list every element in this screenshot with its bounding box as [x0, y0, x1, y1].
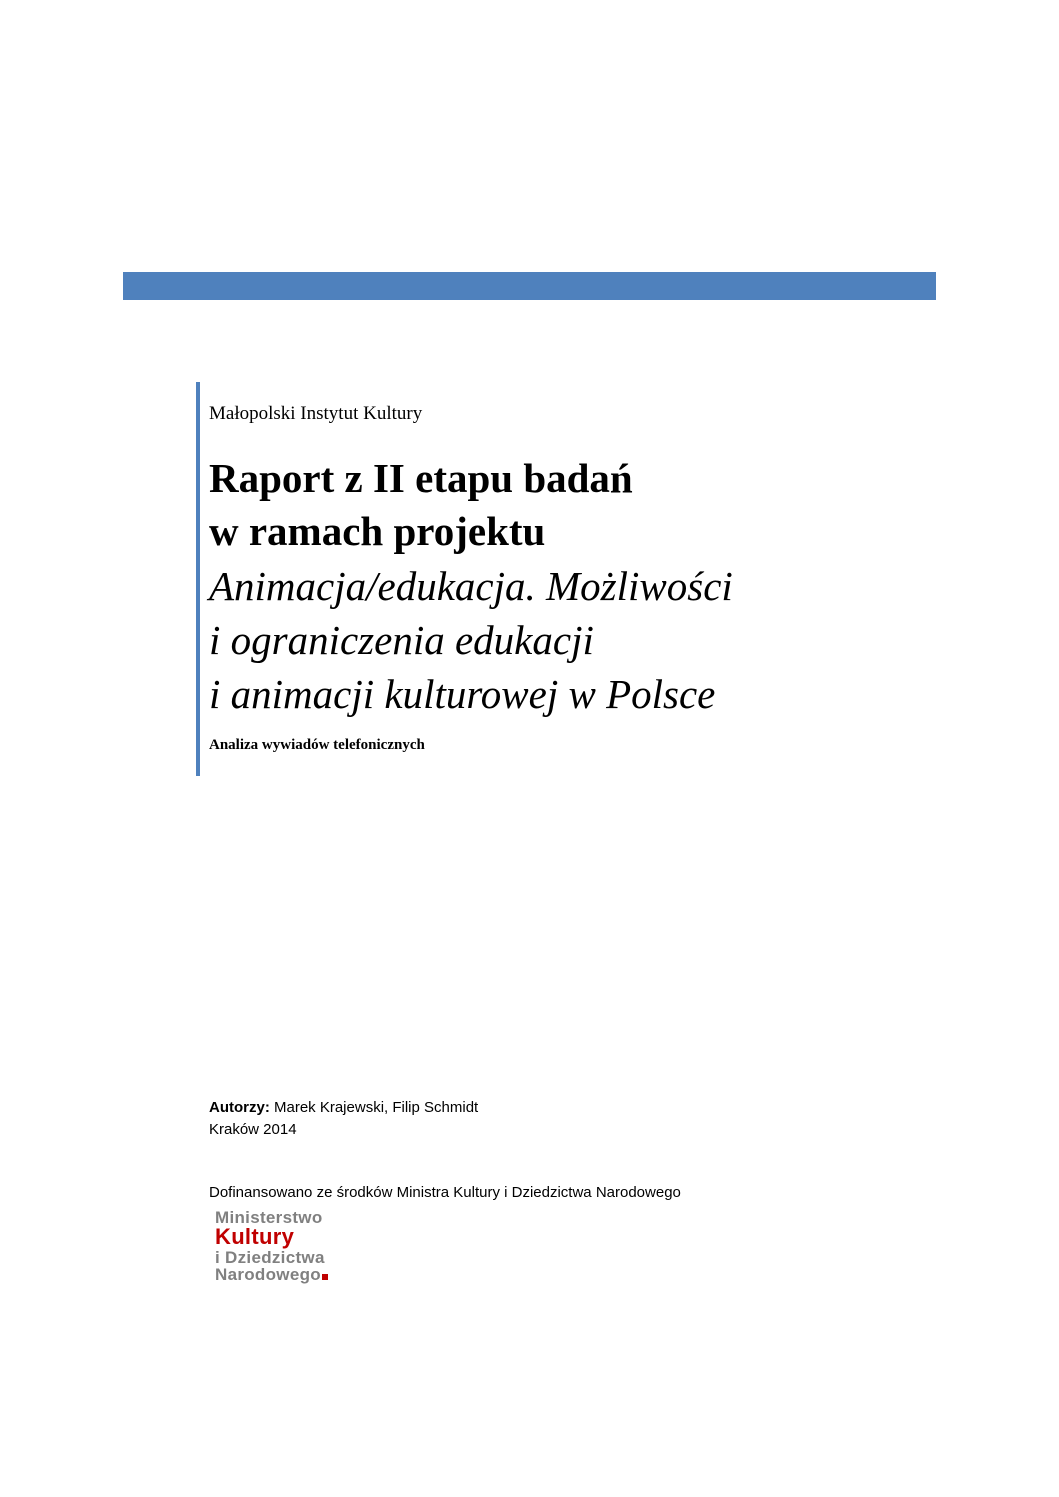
ministry-logo	[215, 1209, 375, 1293]
project-title-line: Animacja/edukacja. Możliwości	[209, 563, 733, 609]
publisher-name: Małopolski Instytut Kultury	[209, 403, 423, 424]
project-title	[209, 559, 733, 721]
logo-dot-icon	[322, 1274, 328, 1280]
report-title-line: Raport z II etapu badań	[209, 455, 633, 501]
authors-names: Marek Krajewski, Filip Schmidt	[274, 1099, 479, 1116]
project-title-line: i ograniczenia edukacji	[209, 617, 594, 663]
logo-line: Kultury	[215, 1224, 295, 1249]
authors-label: Autorzy:	[209, 1099, 270, 1116]
project-title-line: i animacji kulturowej w Polsce	[209, 671, 716, 717]
logo-line: i Dziedzictwa	[215, 1248, 325, 1267]
funding-note: Dofinansowano ze środków Ministra Kultury i Dziedzictwa Narodowego	[209, 1184, 681, 1201]
header-banner	[123, 272, 936, 300]
logo-line: Ministerstwo	[215, 1208, 323, 1227]
report-subtitle: Analiza wywiadów telefonicznych	[209, 737, 425, 753]
report-title-line: w ramach projektu	[209, 508, 546, 554]
logo-line-last	[215, 1266, 375, 1283]
title-block	[196, 382, 900, 776]
place-year: Kraków 2014	[209, 1121, 297, 1138]
logo-line: Narodowego	[215, 1265, 321, 1284]
authors-block	[209, 1097, 478, 1141]
authors-line	[209, 1097, 478, 1119]
report-title	[209, 452, 633, 558]
